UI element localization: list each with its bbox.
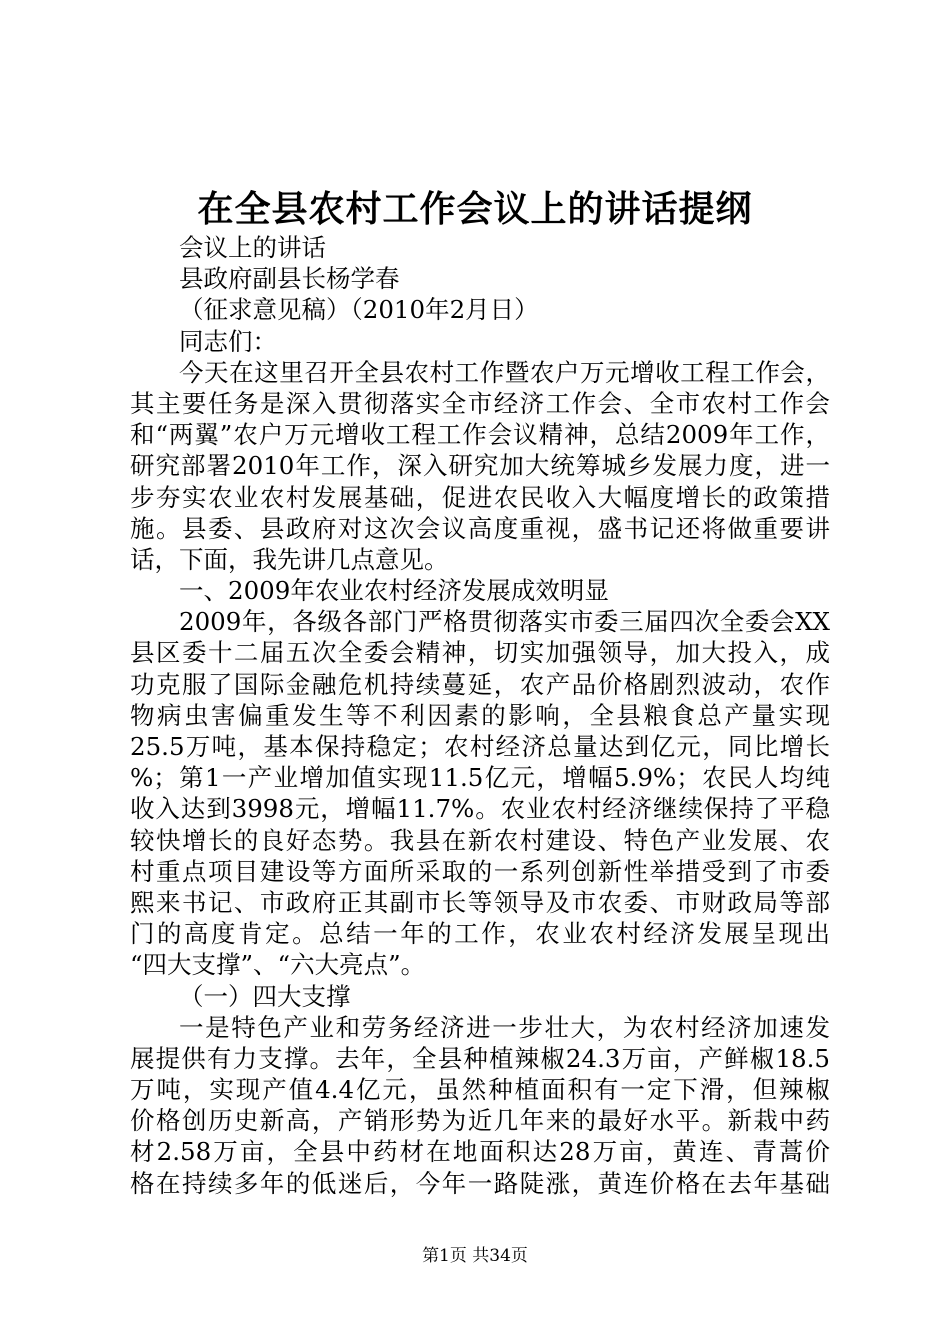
body-line: 收入达到3998元，增幅11.7%。农业农村经济继续保持了平稳 xyxy=(130,794,830,824)
body-line: 材2.58万亩，全县中药材在地面积达28万亩，黄连、青蒿价 xyxy=(130,1137,830,1167)
document-body xyxy=(130,232,830,1199)
page-footer: 第1页 共34页 xyxy=(422,1246,528,1266)
body-line: 会议上的讲话 xyxy=(179,233,326,262)
body-line: 话，下面，我先讲几点意见。 xyxy=(130,544,449,574)
body-line: 研究部署2010年工作，深入研究加大统筹城乡发展力度，进一 xyxy=(130,451,830,481)
body-line: 25.5万吨，基本保持稳定；农村经济总量达到亿元，同比增长 xyxy=(130,732,830,761)
body-line: 2009年，各级各部门严格贯彻落实市委三届四次全委会XX xyxy=(179,607,830,637)
body-line: （一）四大支撑 xyxy=(179,981,351,1011)
body-line: 一是特色产业和劳务经济进一步壮大，为农村经济加速发 xyxy=(179,1012,830,1042)
body-line: 熙来书记、市政府正其副市长等领导及市农委、市财政局等部 xyxy=(130,887,830,917)
body-line: （征求意见稿）（2010年2月日） xyxy=(179,295,539,325)
body-line: 县政府副县长杨学春 xyxy=(179,264,400,294)
body-line: 和“两翼”农户万元增收工程工作会议精神，总结2009年工作， xyxy=(130,420,830,450)
body-line: “四大支撑”、“六大亮点”。 xyxy=(130,950,426,980)
body-line: 施。县委、县政府对这次会议高度重视，盛书记还将做重要讲 xyxy=(130,513,830,543)
body-line: 物病虫害偏重发生等不利因素的影响，全县粮食总产量实现 xyxy=(130,700,830,730)
body-line: 县区委十二届五次全委会精神，切实加强领导，加大投入，成 xyxy=(130,638,830,668)
body-line: 今天在这里召开全县农村工作暨农户万元增收工程工作会， xyxy=(179,357,830,387)
body-line: 功克服了国际金融危机持续蔓延，农产品价格剧烈波动，农作 xyxy=(130,669,830,699)
body-line: 门的高度肯定。总结一年的工作，农业农村经济发展呈现出 xyxy=(130,919,830,949)
document-title: 在全县农村工作会议上的讲话提纲 xyxy=(197,188,753,230)
body-line: 一、2009年农业农村经济发展成效明显 xyxy=(179,576,609,606)
body-line: %；第1一产业增加值实现11.5亿元，增幅5.9%；农民人均纯 xyxy=(130,763,830,793)
body-line: 同志们： xyxy=(179,326,277,356)
body-line: 步夯实农业农村发展基础，促进农民收入大幅度增长的政策措 xyxy=(130,482,830,512)
body-line: 展提供有力支撑。去年，全县种植辣椒24.3万亩，产鲜椒18.5 xyxy=(130,1043,830,1073)
body-line: 村重点项目建设等方面所采取的一系列创新性举措受到了市委 xyxy=(130,856,830,886)
body-line: 万吨，实现产值4.4亿元，虽然种植面积有一定下滑，但辣椒 xyxy=(130,1075,830,1105)
body-line: 格在持续多年的低迷后，今年一路陡涨，黄连价格在去年基础 xyxy=(130,1168,830,1198)
body-line: 较快增长的良好态势。我县在新农村建设、特色产业发展、农 xyxy=(130,825,830,855)
body-line: 其主要任务是深入贯彻落实全市经济工作会、全市农村工作会 xyxy=(130,388,830,418)
body-line: 价格创历史新高，产销形势为近几年来的最好水平。新栽中药 xyxy=(130,1106,830,1136)
